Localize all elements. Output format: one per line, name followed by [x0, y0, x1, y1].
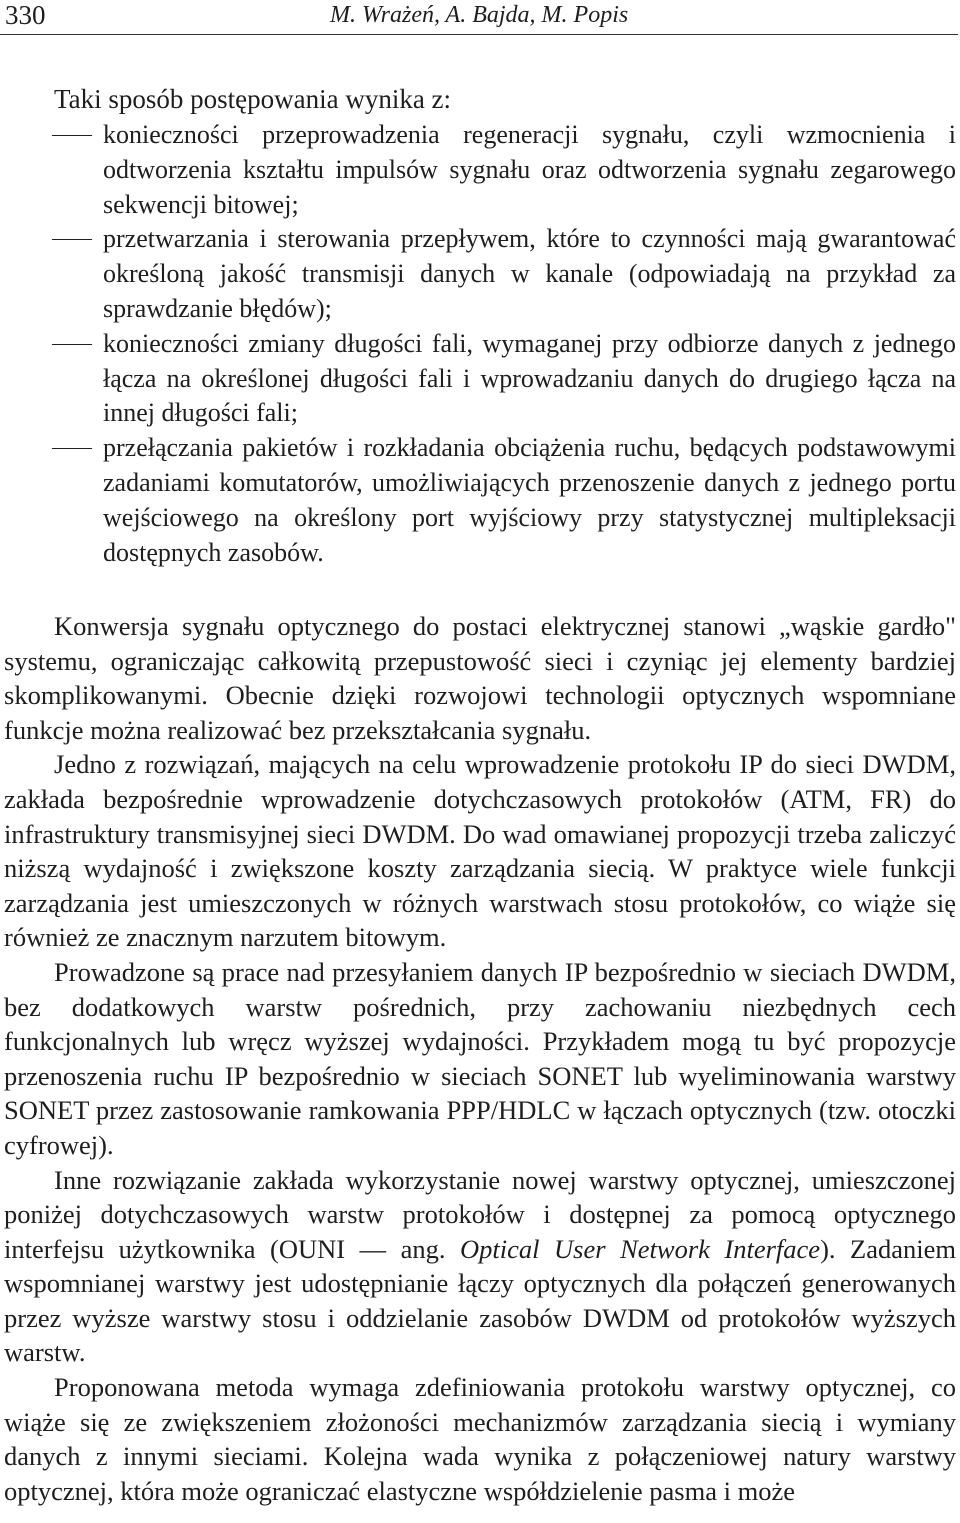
list-item-text: konieczności przeprowadzenia regeneracji sygnału, czyli wzmocnienia i odtworzenia kształtu impulsów sygnału oraz odtworzenia sygnału zegarowego sekwencji bitowej; [103, 120, 956, 219]
em-dash-marker [52, 448, 92, 449]
em-dash-marker [52, 135, 92, 136]
paragraph: Inne rozwiązanie zakłada wykorzystanie nowej warstwy optycznej, umieszczonej poniżej dotychczasowych warstw protokołów i dostępnej za pomocą optycznego interfejsu użytkownika (OUNI — ang. Optical User Network Interface). Zadaniem wspomnianej warstwy jest udostępnianie łączy optycznych dla połączeń generowanych przez wyższe warstwy stosu i oddzielanie zasobów DWDM od protokołów wyższych warstw. [4, 1164, 956, 1368]
page-header [0, 0, 960, 40]
list-item-text: konieczności zmiany długości fali, wymaganej przy odbiorze danych z jednego łącza na określonej długości fali i wprowadzaniu danych do drugiego łącza na innej długości fali; [103, 328, 956, 428]
paragraph: Proponowana metoda wymaga zdefiniowania protokołu warstwy optycznej, co wiąże się ze zwiększeniem złożoności mechanizmów zarządzania siecią i wymiany danych z innymi sieciami. Kolejna wada wynika z połączeniowej natury warstwy optycznej, która może ograniczać elastyczne współdzielenie pasma i może [4, 1372, 956, 1506]
list-item [4, 118, 956, 222]
paragraph: Prowadzone są prace nad przesyłaniem danych IP bezpośrednio w sieciach DWDM, bez dodatkowych warstw pośrednich, przy zachowaniu niezbędnych cech funkcjonalnych lub wręcz wyższej wydajności. Przykładem mogą tu być propozycje przenoszenia ruchu IP bezpośrednio w sieciach SONET lub wyeliminowania warstwy SONET przez zastosowanie ramkowania PPP/HDLC w łączach optycznych (tzw. otoczki cyfrowej). [4, 956, 956, 1160]
header-rule [0, 34, 958, 35]
list-intro: Taki sposób postępowania wynika z: [54, 84, 452, 114]
em-dash-marker [52, 239, 92, 240]
list-item [4, 222, 956, 326]
dash-list [4, 118, 956, 570]
paragraph: Jedno z rozwiązań, mających na celu wprowadzenie protokołu IP do sieci DWDM, zakłada bezpośrednie wprowadzenie dotychczasowych protokołów (ATM, FR) do infrastruktury transmisyjnej sieci DWDM. Do wad omawianej propozycji trzeba zaliczyć niższą wydajność i zwiększone koszty zarządzania siecią. W praktyce wiele funkcji zarządzania jest umieszczonych w różnych warstwach stosu protokołów, co wiąże się również ze znacznym narzutem bitowym. [4, 749, 956, 953]
running-head: M. Wrażeń, A. Bajda, M. Popis [330, 2, 629, 28]
list-item [4, 327, 956, 431]
italic-term: Optical User Network Interface [460, 1233, 821, 1264]
list-item-text: przełączania pakietów i rozkładania obciążenia ruchu, będących podstawowymi zadaniami komutatorów, umożliwiających przenoszenie danych z jednego portu wejściowego na określony port wyjściowy przy statystycznej multipleksacji dostępnych zasobów. [103, 433, 956, 567]
list-item-text: przetwarzania i sterowania przepływem, które to czynności mają gwarantować określoną jakość transmisji danych w kanale (odpowiadają na przykład za sprawdzanie błędów); [103, 224, 956, 323]
body-text [4, 609, 956, 1508]
list-item [4, 431, 956, 570]
em-dash-marker [52, 344, 92, 345]
page-number: 330 [5, 0, 46, 30]
paragraph: Konwersja sygnału optycznego do postaci elektrycznej stanowi „wąskie gardło" systemu, ograniczając całkowitą przepustowość sieci i czyniąc jej elementy bardziej skomplikowanymi. Obecnie dzięki rozwojowi technologii optycznych wspomniane funkcje można realizować bez przekształcania sygnału. [4, 611, 956, 745]
